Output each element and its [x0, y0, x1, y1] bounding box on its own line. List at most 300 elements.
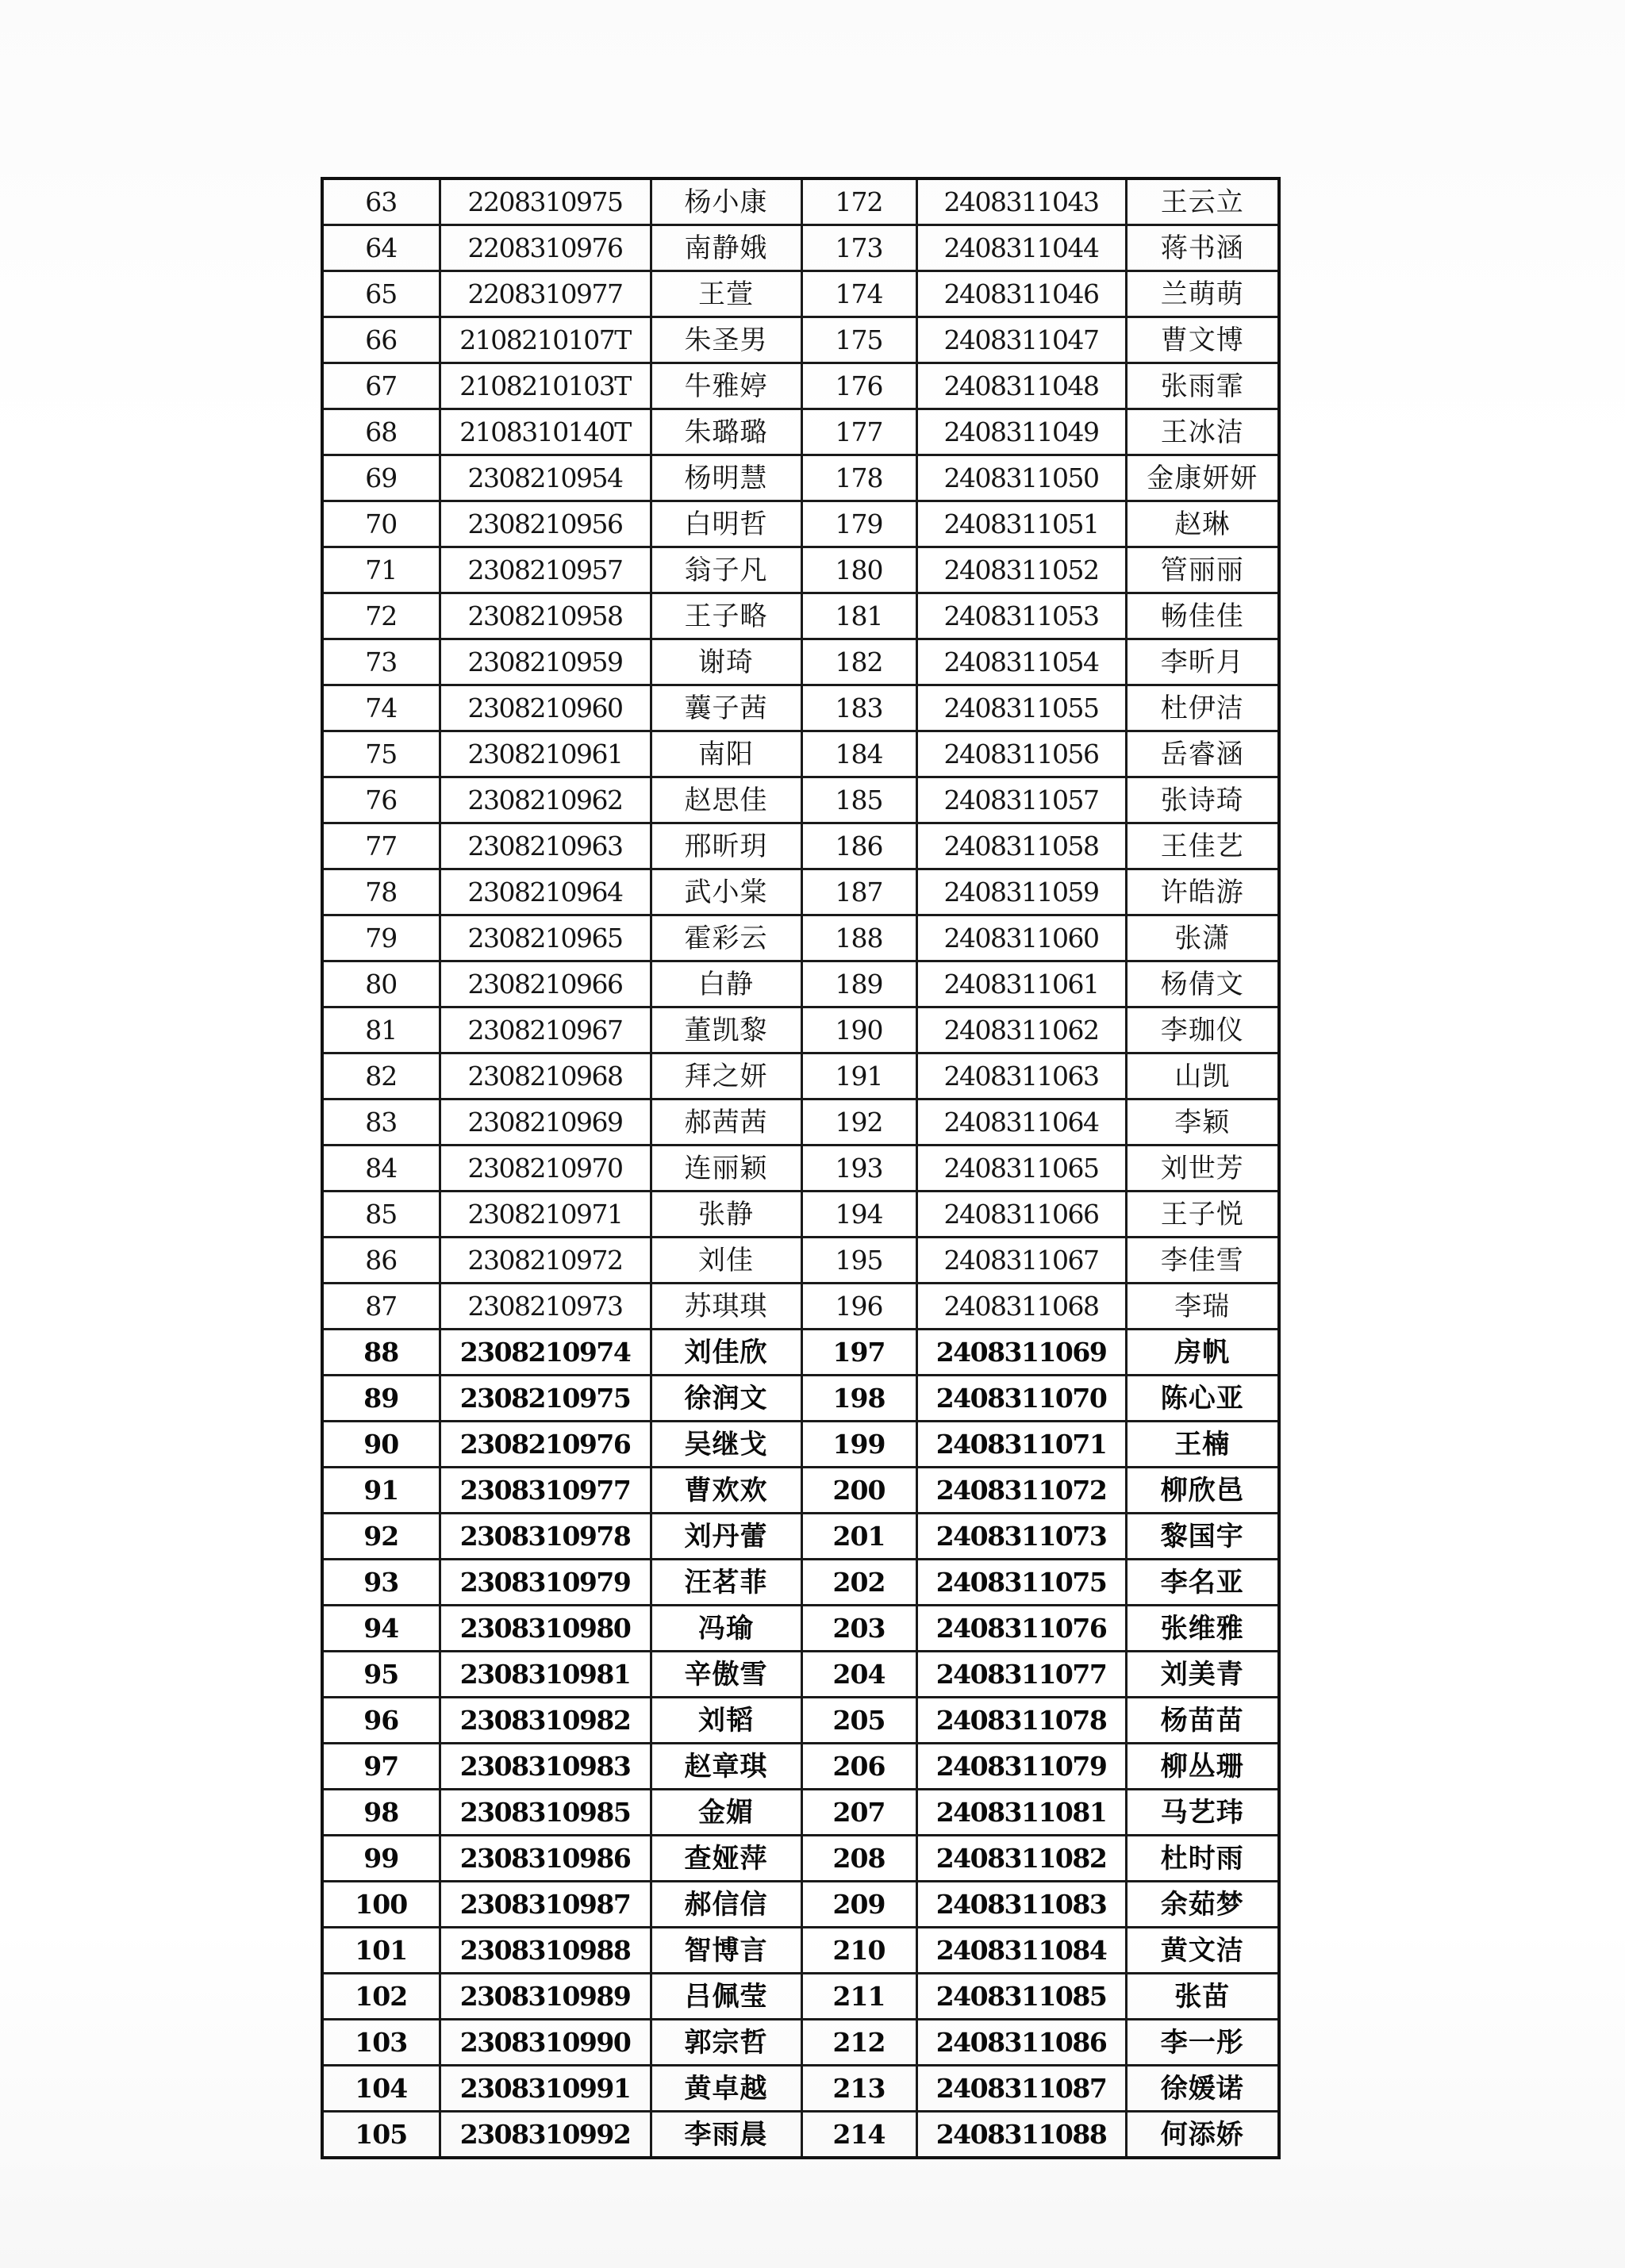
table-row	[322, 593, 1279, 639]
student-name-cell-left: 董凯黎	[651, 1007, 801, 1053]
serial-number-cell-right: 191	[801, 1053, 916, 1099]
student-name-cell-left: 邢昕玥	[651, 823, 801, 869]
student-name-cell-left: 冯瑜	[651, 1606, 801, 1652]
student-id-cell-left: 2208310977	[440, 271, 651, 317]
serial-number-cell-right: 186	[801, 823, 916, 869]
table-row	[322, 1606, 1279, 1652]
serial-number-cell-left: 100	[322, 1882, 440, 1928]
table-row	[322, 777, 1279, 823]
serial-number-cell-right: 202	[801, 1560, 916, 1606]
serial-number-cell-right: 194	[801, 1192, 916, 1238]
student-name-cell-left: 刘韬	[651, 1698, 801, 1744]
student-name-cell-right: 何添娇	[1126, 2112, 1279, 2159]
student-name-cell-right: 刘世芳	[1126, 1146, 1279, 1192]
student-id-cell-right: 2408311058	[916, 823, 1126, 869]
student-id-cell-left: 2308210970	[440, 1146, 651, 1192]
serial-number-cell-left: 75	[322, 731, 440, 777]
student-name-cell-left: 朱璐璐	[651, 409, 801, 455]
serial-number-cell-right: 212	[801, 2020, 916, 2066]
student-name-cell-right: 黄文洁	[1126, 1928, 1279, 1974]
table-row	[322, 1882, 1279, 1928]
student-id-cell-right: 2408311067	[916, 1238, 1126, 1284]
serial-number-cell-left: 76	[322, 777, 440, 823]
serial-number-cell-right: 175	[801, 317, 916, 363]
table-row	[322, 1099, 1279, 1146]
serial-number-cell-right: 181	[801, 593, 916, 639]
student-name-cell-right: 杜伊洁	[1126, 685, 1279, 731]
table-row	[322, 1007, 1279, 1053]
table-row	[322, 1928, 1279, 1974]
student-id-cell-left: 2308210959	[440, 639, 651, 685]
serial-number-cell-left: 88	[322, 1330, 440, 1376]
student-name-cell-left: 翁子凡	[651, 547, 801, 593]
student-id-cell-right: 2408311054	[916, 639, 1126, 685]
student-id-cell-right: 2408311086	[916, 2020, 1126, 2066]
serial-number-cell-left: 71	[322, 547, 440, 593]
table-row	[322, 2112, 1279, 2159]
student-id-cell-right: 2408311048	[916, 363, 1126, 409]
student-id-cell-left: 2308210956	[440, 501, 651, 547]
table-row	[322, 1422, 1279, 1468]
table-row	[322, 1698, 1279, 1744]
student-name-cell-right: 杜时雨	[1126, 1836, 1279, 1882]
student-name-cell-left: 王子略	[651, 593, 801, 639]
student-id-cell-right: 2408311076	[916, 1606, 1126, 1652]
student-name-cell-left: 白静	[651, 961, 801, 1007]
serial-number-cell-left: 93	[322, 1560, 440, 1606]
serial-number-cell-left: 105	[322, 2112, 440, 2159]
serial-number-cell-right: 178	[801, 455, 916, 501]
student-name-cell-left: 刘佳	[651, 1238, 801, 1284]
student-name-cell-right: 李珈仪	[1126, 1007, 1279, 1053]
student-name-cell-right: 赵琳	[1126, 501, 1279, 547]
student-name-cell-right: 徐媛诺	[1126, 2066, 1279, 2112]
serial-number-cell-left: 102	[322, 1974, 440, 2020]
table-row	[322, 409, 1279, 455]
student-id-cell-right: 2408311046	[916, 271, 1126, 317]
table-row	[322, 1284, 1279, 1330]
student-name-cell-left: 刘丹蕾	[651, 1514, 801, 1560]
serial-number-cell-left: 94	[322, 1606, 440, 1652]
table-row	[322, 1974, 1279, 2020]
table-row	[322, 1330, 1279, 1376]
student-name-cell-right: 山凯	[1126, 1053, 1279, 1099]
table-row	[322, 1790, 1279, 1836]
serial-number-cell-left: 86	[322, 1238, 440, 1284]
serial-number-cell-left: 84	[322, 1146, 440, 1192]
student-id-cell-left: 2308310985	[440, 1790, 651, 1836]
student-name-cell-left: 李雨晨	[651, 2112, 801, 2159]
student-name-cell-right: 马艺玮	[1126, 1790, 1279, 1836]
student-id-cell-right: 2408311063	[916, 1053, 1126, 1099]
student-id-cell-left: 2308310987	[440, 1882, 651, 1928]
serial-number-cell-right: 180	[801, 547, 916, 593]
table-row	[322, 2066, 1279, 2112]
serial-number-cell-right: 204	[801, 1652, 916, 1698]
student-name-cell-right: 杨倩文	[1126, 961, 1279, 1007]
serial-number-cell-left: 72	[322, 593, 440, 639]
table-row	[322, 363, 1279, 409]
student-id-cell-left: 2308310978	[440, 1514, 651, 1560]
student-name-cell-left: 张静	[651, 1192, 801, 1238]
serial-number-cell-left: 67	[322, 363, 440, 409]
student-name-cell-right: 柳丛珊	[1126, 1744, 1279, 1790]
serial-number-cell-left: 92	[322, 1514, 440, 1560]
table-row	[322, 685, 1279, 731]
student-id-cell-left: 2308210973	[440, 1284, 651, 1330]
student-name-cell-left: 武小棠	[651, 869, 801, 915]
student-id-cell-right: 2408311049	[916, 409, 1126, 455]
student-name-cell-right: 张维雅	[1126, 1606, 1279, 1652]
serial-number-cell-left: 77	[322, 823, 440, 869]
student-id-cell-right: 2408311088	[916, 2112, 1126, 2159]
serial-number-cell-left: 80	[322, 961, 440, 1007]
student-id-cell-left: 2308310991	[440, 2066, 651, 2112]
student-name-cell-right: 陈心亚	[1126, 1376, 1279, 1422]
student-name-cell-right: 李颖	[1126, 1099, 1279, 1146]
table-row	[322, 1560, 1279, 1606]
student-name-cell-left: 连丽颖	[651, 1146, 801, 1192]
student-id-cell-right: 2408311060	[916, 915, 1126, 961]
student-id-cell-left: 2308310989	[440, 1974, 651, 2020]
student-name-cell-left: 吕佩莹	[651, 1974, 801, 2020]
student-id-cell-left: 2308210960	[440, 685, 651, 731]
serial-number-cell-left: 83	[322, 1099, 440, 1146]
serial-number-cell-left: 73	[322, 639, 440, 685]
student-id-cell-left: 2308210967	[440, 1007, 651, 1053]
student-name-cell-left: 智博言	[651, 1928, 801, 1974]
student-id-cell-right: 2408311077	[916, 1652, 1126, 1698]
student-id-cell-left: 2308310992	[440, 2112, 651, 2159]
student-name-cell-left: 吴继戈	[651, 1422, 801, 1468]
student-id-cell-left: 2308310986	[440, 1836, 651, 1882]
table-row	[322, 2020, 1279, 2066]
student-name-cell-left: 查娅萍	[651, 1836, 801, 1882]
student-id-cell-left: 2308310981	[440, 1652, 651, 1698]
student-id-cell-left: 2308210962	[440, 777, 651, 823]
student-name-cell-left: 赵思佳	[651, 777, 801, 823]
student-id-cell-right: 2408311073	[916, 1514, 1126, 1560]
serial-number-cell-right: 211	[801, 1974, 916, 2020]
serial-number-cell-right: 176	[801, 363, 916, 409]
serial-number-cell-left: 91	[322, 1468, 440, 1514]
serial-number-cell-right: 192	[801, 1099, 916, 1146]
student-id-cell-right: 2408311043	[916, 178, 1126, 225]
serial-number-cell-right: 214	[801, 2112, 916, 2159]
serial-number-cell-left: 87	[322, 1284, 440, 1330]
student-id-cell-left: 2308210974	[440, 1330, 651, 1376]
student-id-cell-right: 2408311050	[916, 455, 1126, 501]
table-row	[322, 501, 1279, 547]
student-id-cell-left: 2308210976	[440, 1422, 651, 1468]
student-id-cell-right: 2408311053	[916, 593, 1126, 639]
student-roster-table	[321, 177, 1281, 2159]
student-name-cell-right: 王楠	[1126, 1422, 1279, 1468]
student-name-cell-left: 谢琦	[651, 639, 801, 685]
student-id-cell-right: 2408311052	[916, 547, 1126, 593]
table-row	[322, 178, 1279, 225]
student-name-cell-right: 余茹梦	[1126, 1882, 1279, 1928]
serial-number-cell-left: 101	[322, 1928, 440, 1974]
student-name-cell-right: 房帆	[1126, 1330, 1279, 1376]
serial-number-cell-left: 104	[322, 2066, 440, 2112]
student-name-cell-right: 柳欣邑	[1126, 1468, 1279, 1514]
serial-number-cell-right: 179	[801, 501, 916, 547]
serial-number-cell-right: 174	[801, 271, 916, 317]
serial-number-cell-left: 89	[322, 1376, 440, 1422]
table-row	[322, 1376, 1279, 1422]
student-name-cell-right: 王子悦	[1126, 1192, 1279, 1238]
serial-number-cell-left: 66	[322, 317, 440, 363]
student-id-cell-right: 2408311059	[916, 869, 1126, 915]
student-name-cell-right: 刘美青	[1126, 1652, 1279, 1698]
serial-number-cell-right: 183	[801, 685, 916, 731]
serial-number-cell-left: 90	[322, 1422, 440, 1468]
serial-number-cell-left: 74	[322, 685, 440, 731]
student-id-cell-left: 2308310979	[440, 1560, 651, 1606]
student-id-cell-left: 2308210969	[440, 1099, 651, 1146]
student-id-cell-left: 2308210971	[440, 1192, 651, 1238]
student-id-cell-right: 2408311079	[916, 1744, 1126, 1790]
serial-number-cell-left: 82	[322, 1053, 440, 1099]
table-row	[322, 915, 1279, 961]
table-row	[322, 547, 1279, 593]
student-id-cell-left: 2308210968	[440, 1053, 651, 1099]
table-row	[322, 1238, 1279, 1284]
student-id-cell-right: 2408311082	[916, 1836, 1126, 1882]
serial-number-cell-right: 197	[801, 1330, 916, 1376]
serial-number-cell-left: 95	[322, 1652, 440, 1698]
student-id-cell-right: 2408311051	[916, 501, 1126, 547]
table-row	[322, 271, 1279, 317]
table-row	[322, 455, 1279, 501]
student-id-cell-right: 2408311071	[916, 1422, 1126, 1468]
table-row	[322, 1192, 1279, 1238]
student-id-cell-right: 2408311044	[916, 225, 1126, 271]
serial-number-cell-right: 184	[801, 731, 916, 777]
student-name-cell-left: 南静娥	[651, 225, 801, 271]
serial-number-cell-left: 85	[322, 1192, 440, 1238]
student-name-cell-left: 牛雅婷	[651, 363, 801, 409]
serial-number-cell-right: 201	[801, 1514, 916, 1560]
student-id-cell-left: 2108210103T	[440, 363, 651, 409]
serial-number-cell-left: 97	[322, 1744, 440, 1790]
serial-number-cell-left: 96	[322, 1698, 440, 1744]
student-name-cell-left: 王萱	[651, 271, 801, 317]
roster-body	[322, 178, 1279, 2158]
table-row	[322, 1146, 1279, 1192]
serial-number-cell-left: 63	[322, 178, 440, 225]
student-id-cell-left: 2308310983	[440, 1744, 651, 1790]
student-name-cell-left: 苏琪琪	[651, 1284, 801, 1330]
student-id-cell-right: 2408311081	[916, 1790, 1126, 1836]
table-row	[322, 1836, 1279, 1882]
student-id-cell-right: 2408311047	[916, 317, 1126, 363]
student-name-cell-left: 霍彩云	[651, 915, 801, 961]
serial-number-cell-right: 199	[801, 1422, 916, 1468]
table-row	[322, 731, 1279, 777]
student-id-cell-left: 2308310982	[440, 1698, 651, 1744]
student-name-cell-right: 王冰洁	[1126, 409, 1279, 455]
serial-number-cell-right: 188	[801, 915, 916, 961]
student-name-cell-right: 许皓游	[1126, 869, 1279, 915]
serial-number-cell-right: 196	[801, 1284, 916, 1330]
serial-number-cell-right: 177	[801, 409, 916, 455]
student-name-cell-right: 杨苗苗	[1126, 1698, 1279, 1744]
student-id-cell-right: 2408311068	[916, 1284, 1126, 1330]
serial-number-cell-left: 99	[322, 1836, 440, 1882]
serial-number-cell-left: 78	[322, 869, 440, 915]
serial-number-cell-right: 193	[801, 1146, 916, 1192]
student-id-cell-right: 2408311069	[916, 1330, 1126, 1376]
student-name-cell-left: 拜之妍	[651, 1053, 801, 1099]
student-id-cell-right: 2408311078	[916, 1698, 1126, 1744]
student-name-cell-left: 汪茗菲	[651, 1560, 801, 1606]
student-id-cell-right: 2408311084	[916, 1928, 1126, 1974]
student-id-cell-left: 2208310975	[440, 178, 651, 225]
serial-number-cell-left: 103	[322, 2020, 440, 2066]
student-name-cell-right: 金康妍妍	[1126, 455, 1279, 501]
student-name-cell-left: 白明哲	[651, 501, 801, 547]
student-id-cell-right: 2408311070	[916, 1376, 1126, 1422]
serial-number-cell-right: 208	[801, 1836, 916, 1882]
serial-number-cell-left: 64	[322, 225, 440, 271]
student-name-cell-right: 张潇	[1126, 915, 1279, 961]
student-name-cell-right: 黎国宇	[1126, 1514, 1279, 1560]
table-row	[322, 869, 1279, 915]
serial-number-cell-right: 200	[801, 1468, 916, 1514]
student-name-cell-right: 曹文博	[1126, 317, 1279, 363]
student-name-cell-left: 杨小康	[651, 178, 801, 225]
student-id-cell-right: 2408311083	[916, 1882, 1126, 1928]
serial-number-cell-left: 79	[322, 915, 440, 961]
student-id-cell-right: 2408311065	[916, 1146, 1126, 1192]
student-name-cell-right: 管丽丽	[1126, 547, 1279, 593]
serial-number-cell-right: 207	[801, 1790, 916, 1836]
serial-number-cell-left: 69	[322, 455, 440, 501]
student-id-cell-left: 2308210958	[440, 593, 651, 639]
student-name-cell-left: 蘘子茜	[651, 685, 801, 731]
student-name-cell-left: 曹欢欢	[651, 1468, 801, 1514]
student-id-cell-right: 2408311066	[916, 1192, 1126, 1238]
table-row	[322, 317, 1279, 363]
table-row	[322, 961, 1279, 1007]
student-id-cell-right: 2408311061	[916, 961, 1126, 1007]
student-id-cell-left: 2208310976	[440, 225, 651, 271]
serial-number-cell-right: 189	[801, 961, 916, 1007]
student-id-cell-left: 2308310977	[440, 1468, 651, 1514]
table-row	[322, 1053, 1279, 1099]
serial-number-cell-right: 190	[801, 1007, 916, 1053]
student-id-cell-right: 2408311057	[916, 777, 1126, 823]
student-name-cell-right: 李瑞	[1126, 1284, 1279, 1330]
student-id-cell-left: 2308210954	[440, 455, 651, 501]
student-name-cell-left: 辛傲雪	[651, 1652, 801, 1698]
student-id-cell-left: 2108210107T	[440, 317, 651, 363]
student-name-cell-right: 张苗	[1126, 1974, 1279, 2020]
table-row	[322, 639, 1279, 685]
serial-number-cell-right: 195	[801, 1238, 916, 1284]
serial-number-cell-left: 98	[322, 1790, 440, 1836]
student-name-cell-right: 李一彤	[1126, 2020, 1279, 2066]
student-name-cell-right: 李名亚	[1126, 1560, 1279, 1606]
student-name-cell-left: 郝信信	[651, 1882, 801, 1928]
table-row	[322, 1744, 1279, 1790]
serial-number-cell-right: 185	[801, 777, 916, 823]
serial-number-cell-left: 65	[322, 271, 440, 317]
student-name-cell-left: 郭宗哲	[651, 2020, 801, 2066]
table-row	[322, 1514, 1279, 1560]
student-name-cell-right: 李佳雪	[1126, 1238, 1279, 1284]
serial-number-cell-right: 206	[801, 1744, 916, 1790]
student-id-cell-left: 2308210957	[440, 547, 651, 593]
serial-number-cell-right: 172	[801, 178, 916, 225]
student-id-cell-left: 2308210966	[440, 961, 651, 1007]
serial-number-cell-right: 209	[801, 1882, 916, 1928]
student-name-cell-left: 黄卓越	[651, 2066, 801, 2112]
student-name-cell-right: 畅佳佳	[1126, 593, 1279, 639]
student-name-cell-right: 王佳艺	[1126, 823, 1279, 869]
table-row	[322, 1652, 1279, 1698]
serial-number-cell-right: 213	[801, 2066, 916, 2112]
student-id-cell-right: 2408311055	[916, 685, 1126, 731]
serial-number-cell-right: 205	[801, 1698, 916, 1744]
table-row	[322, 225, 1279, 271]
student-id-cell-left: 2308210975	[440, 1376, 651, 1422]
student-id-cell-left: 2308310988	[440, 1928, 651, 1974]
student-id-cell-right: 2408311056	[916, 731, 1126, 777]
student-name-cell-left: 南阳	[651, 731, 801, 777]
student-name-cell-right: 兰萌萌	[1126, 271, 1279, 317]
student-id-cell-right: 2408311085	[916, 1974, 1126, 2020]
student-id-cell-right: 2408311072	[916, 1468, 1126, 1514]
table-row	[322, 823, 1279, 869]
serial-number-cell-right: 182	[801, 639, 916, 685]
serial-number-cell-right: 187	[801, 869, 916, 915]
student-name-cell-left: 朱圣男	[651, 317, 801, 363]
student-id-cell-left: 2308210961	[440, 731, 651, 777]
serial-number-cell-left: 70	[322, 501, 440, 547]
serial-number-cell-right: 173	[801, 225, 916, 271]
serial-number-cell-left: 68	[322, 409, 440, 455]
student-name-cell-right: 王云立	[1126, 178, 1279, 225]
student-name-cell-left: 杨明慧	[651, 455, 801, 501]
student-id-cell-left: 2308210963	[440, 823, 651, 869]
student-name-cell-left: 徐润文	[651, 1376, 801, 1422]
student-id-cell-right: 2408311064	[916, 1099, 1126, 1146]
table-row	[322, 1468, 1279, 1514]
serial-number-cell-right: 198	[801, 1376, 916, 1422]
student-name-cell-left: 郝茜茜	[651, 1099, 801, 1146]
student-id-cell-left: 2308310990	[440, 2020, 651, 2066]
serial-number-cell-right: 203	[801, 1606, 916, 1652]
student-name-cell-right: 张雨霏	[1126, 363, 1279, 409]
student-id-cell-right: 2408311075	[916, 1560, 1126, 1606]
student-name-cell-left: 金媚	[651, 1790, 801, 1836]
student-id-cell-left: 2308210964	[440, 869, 651, 915]
student-id-cell-left: 2108310140T	[440, 409, 651, 455]
student-name-cell-right: 李昕月	[1126, 639, 1279, 685]
student-id-cell-left: 2308310980	[440, 1606, 651, 1652]
student-name-cell-right: 蒋书涵	[1126, 225, 1279, 271]
serial-number-cell-left: 81	[322, 1007, 440, 1053]
student-id-cell-right: 2408311087	[916, 2066, 1126, 2112]
student-id-cell-right: 2408311062	[916, 1007, 1126, 1053]
student-name-cell-left: 赵章琪	[651, 1744, 801, 1790]
student-name-cell-right: 张诗琦	[1126, 777, 1279, 823]
student-id-cell-left: 2308210972	[440, 1238, 651, 1284]
student-name-cell-left: 刘佳欣	[651, 1330, 801, 1376]
